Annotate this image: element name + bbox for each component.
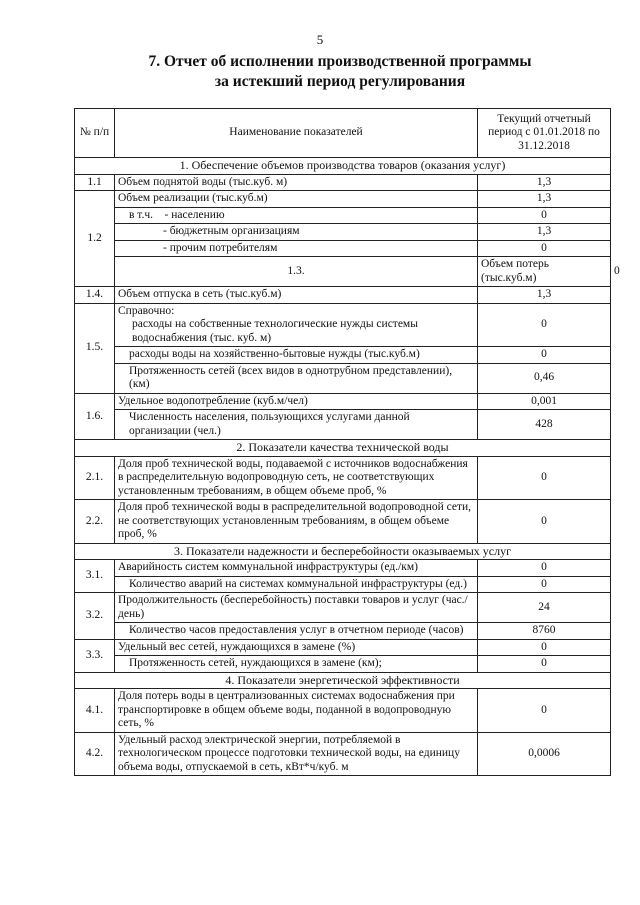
row-num: 4.2. bbox=[75, 732, 115, 776]
section-3-title: 3. Показатели надежности и бесперебойности оказываемых услуг bbox=[75, 543, 611, 560]
section-4-row bbox=[75, 672, 611, 689]
row-num: 2.2. bbox=[75, 500, 115, 544]
section-1-row bbox=[75, 158, 611, 175]
row-num: 1.3. bbox=[115, 257, 478, 287]
row-name bbox=[115, 207, 478, 224]
population-label: - населению bbox=[164, 208, 225, 221]
row-name: Количество часов предоставления услуг в отчетном периоде (часов) bbox=[115, 623, 478, 640]
row-name: Объем поднятой воды (тыс.куб. м) bbox=[115, 174, 478, 191]
table-row bbox=[75, 207, 611, 224]
table-row bbox=[75, 174, 611, 191]
row-name: Количество аварий на системах коммунальной инфраструктуры (ед.) bbox=[115, 576, 478, 593]
row-num: 1.2 bbox=[75, 191, 115, 287]
row-name: - прочим потребителям bbox=[115, 240, 478, 257]
table-row bbox=[75, 347, 611, 364]
header-name: Наименование показателей bbox=[115, 109, 478, 158]
row-value: 0 bbox=[478, 347, 611, 364]
row-value: 0 bbox=[478, 240, 611, 257]
table-row bbox=[75, 393, 611, 410]
row-value: 0 bbox=[478, 576, 611, 593]
row-name: Продолжительность (бесперебойность) поставки товаров и услуг (час./день) bbox=[115, 593, 478, 623]
table-row bbox=[75, 410, 611, 440]
row-value: 0,46 bbox=[478, 363, 611, 393]
table-row bbox=[75, 656, 611, 673]
row-value: 24 bbox=[478, 593, 611, 623]
row-value: 428 bbox=[478, 410, 611, 440]
report-title-line-2: за истекший период регулирования bbox=[214, 73, 466, 90]
report-title-line-1: 7. Отчет об исполнении производственной программы bbox=[148, 53, 532, 70]
table-row bbox=[75, 500, 611, 544]
row-value: 0 bbox=[478, 639, 611, 656]
table-row bbox=[75, 623, 611, 640]
table-row bbox=[75, 732, 611, 776]
row-name: Доля проб технической воды, подаваемой с источников водоснабжения в распределительную водопроводную сеть, не соответствующих установленным требованиям, в общем объеме проб, % bbox=[115, 456, 478, 500]
row-value: 0,0006 bbox=[478, 732, 611, 776]
row-num: 4.1. bbox=[75, 689, 115, 733]
row-value: 0 bbox=[478, 303, 611, 347]
table-row bbox=[75, 560, 611, 577]
row-num: 3.2. bbox=[75, 593, 115, 640]
reference-label: Справочно: bbox=[118, 304, 175, 317]
row-num: 1.6. bbox=[75, 393, 115, 440]
row-value: 0 bbox=[478, 207, 611, 224]
row-name: Протяженность сетей (всех видов в однотрубном представлении), (км) bbox=[115, 363, 478, 393]
section-1-title: 1. Обеспечение объемов производства товаров (оказания услуг) bbox=[75, 158, 611, 175]
table-row bbox=[75, 191, 611, 208]
row-num: 1.5. bbox=[75, 303, 115, 393]
table-row bbox=[75, 363, 611, 393]
row-value: 1,3 bbox=[478, 287, 611, 304]
table-row bbox=[75, 576, 611, 593]
row-value: 1,3 bbox=[478, 191, 611, 208]
incl-prefix: в т.ч. bbox=[129, 208, 153, 221]
own-needs-label: расходы на собственные технологические нужды системы водоснабжения (тыс. куб. м) bbox=[132, 318, 418, 344]
row-name: Удельное водопотребление (куб.м/чел) bbox=[115, 393, 478, 410]
row-value: 0 bbox=[478, 456, 611, 500]
row-value: 1,3 bbox=[478, 174, 611, 191]
table-row bbox=[75, 689, 611, 733]
row-name: Удельный вес сетей, нуждающихся в замене (%) bbox=[115, 639, 478, 656]
table-row bbox=[75, 287, 611, 304]
row-name: Объем потерь (тыс.куб.м) bbox=[478, 257, 611, 287]
page-number: 5 bbox=[316, 32, 324, 47]
section-2-row bbox=[75, 440, 611, 457]
row-num: 3.3. bbox=[75, 639, 115, 672]
row-name: Доля потерь воды в централизованных системах водоснабжения при транспортировке в общем объеме воды, поданной в водопроводную сеть, % bbox=[115, 689, 478, 733]
row-name: Аварийность систем коммунальной инфраструктуры (ед./км) bbox=[115, 560, 478, 577]
row-value: 0 bbox=[478, 656, 611, 673]
section-2-title: 2. Показатели качества технической воды bbox=[75, 440, 611, 457]
row-num: 2.1. bbox=[75, 456, 115, 500]
table-row bbox=[75, 456, 611, 500]
row-name: Объем отпуска в сеть (тыс.куб.м) bbox=[115, 287, 478, 304]
row-value: 0 bbox=[478, 500, 611, 544]
row-num: 1.4. bbox=[75, 287, 115, 304]
row-name: Численность населения, пользующихся услугами данной организации (чел.) bbox=[115, 410, 478, 440]
row-value: 0 bbox=[478, 689, 611, 733]
table-row bbox=[75, 303, 611, 347]
header-period: Текущий отчетный период с 01.01.2018 по 31.12.2018 bbox=[478, 109, 611, 158]
report-table bbox=[74, 108, 620, 776]
row-name: Доля проб технической воды в распределительной водопроводной сети, не соответствующих установленным требованиям, в общем объеме проб, % bbox=[115, 500, 478, 544]
row-name: - бюджетным организациям bbox=[115, 224, 478, 241]
row-value: 0 bbox=[478, 560, 611, 577]
table-row bbox=[75, 224, 611, 241]
section-4-title: 4. Показатели энергетической эффективности bbox=[75, 672, 611, 689]
row-name: Протяженность сетей, нуждающихся в замене (км); bbox=[115, 656, 478, 673]
row-name: Объем реализации (тыс.куб.м) bbox=[115, 191, 478, 208]
row-value: 0,001 bbox=[478, 393, 611, 410]
row-name bbox=[115, 303, 478, 347]
header-num: № п/п bbox=[75, 109, 115, 158]
row-value: 1,3 bbox=[478, 224, 611, 241]
row-name: Удельный расход электрической энергии, потребляемой в технологическом процессе подготовки технической воды, на единицу объема воды, отпускаемой в сеть, кВт*ч/куб. м bbox=[115, 732, 478, 776]
row-name: расходы воды на хозяйственно-бытовые нужды (тыс.куб.м) bbox=[115, 347, 478, 364]
row-num: 3.1. bbox=[75, 560, 115, 593]
section-3-row bbox=[75, 543, 611, 560]
table-row bbox=[75, 639, 611, 656]
row-num: 1.1 bbox=[75, 174, 115, 191]
row-value: 8760 bbox=[478, 623, 611, 640]
report-title bbox=[60, 52, 620, 92]
table-row bbox=[75, 593, 611, 623]
table-row bbox=[75, 240, 611, 257]
table-header-row bbox=[75, 109, 611, 158]
table-row: 1.3. Объем потерь (тыс.куб.м) 0 bbox=[75, 257, 611, 287]
